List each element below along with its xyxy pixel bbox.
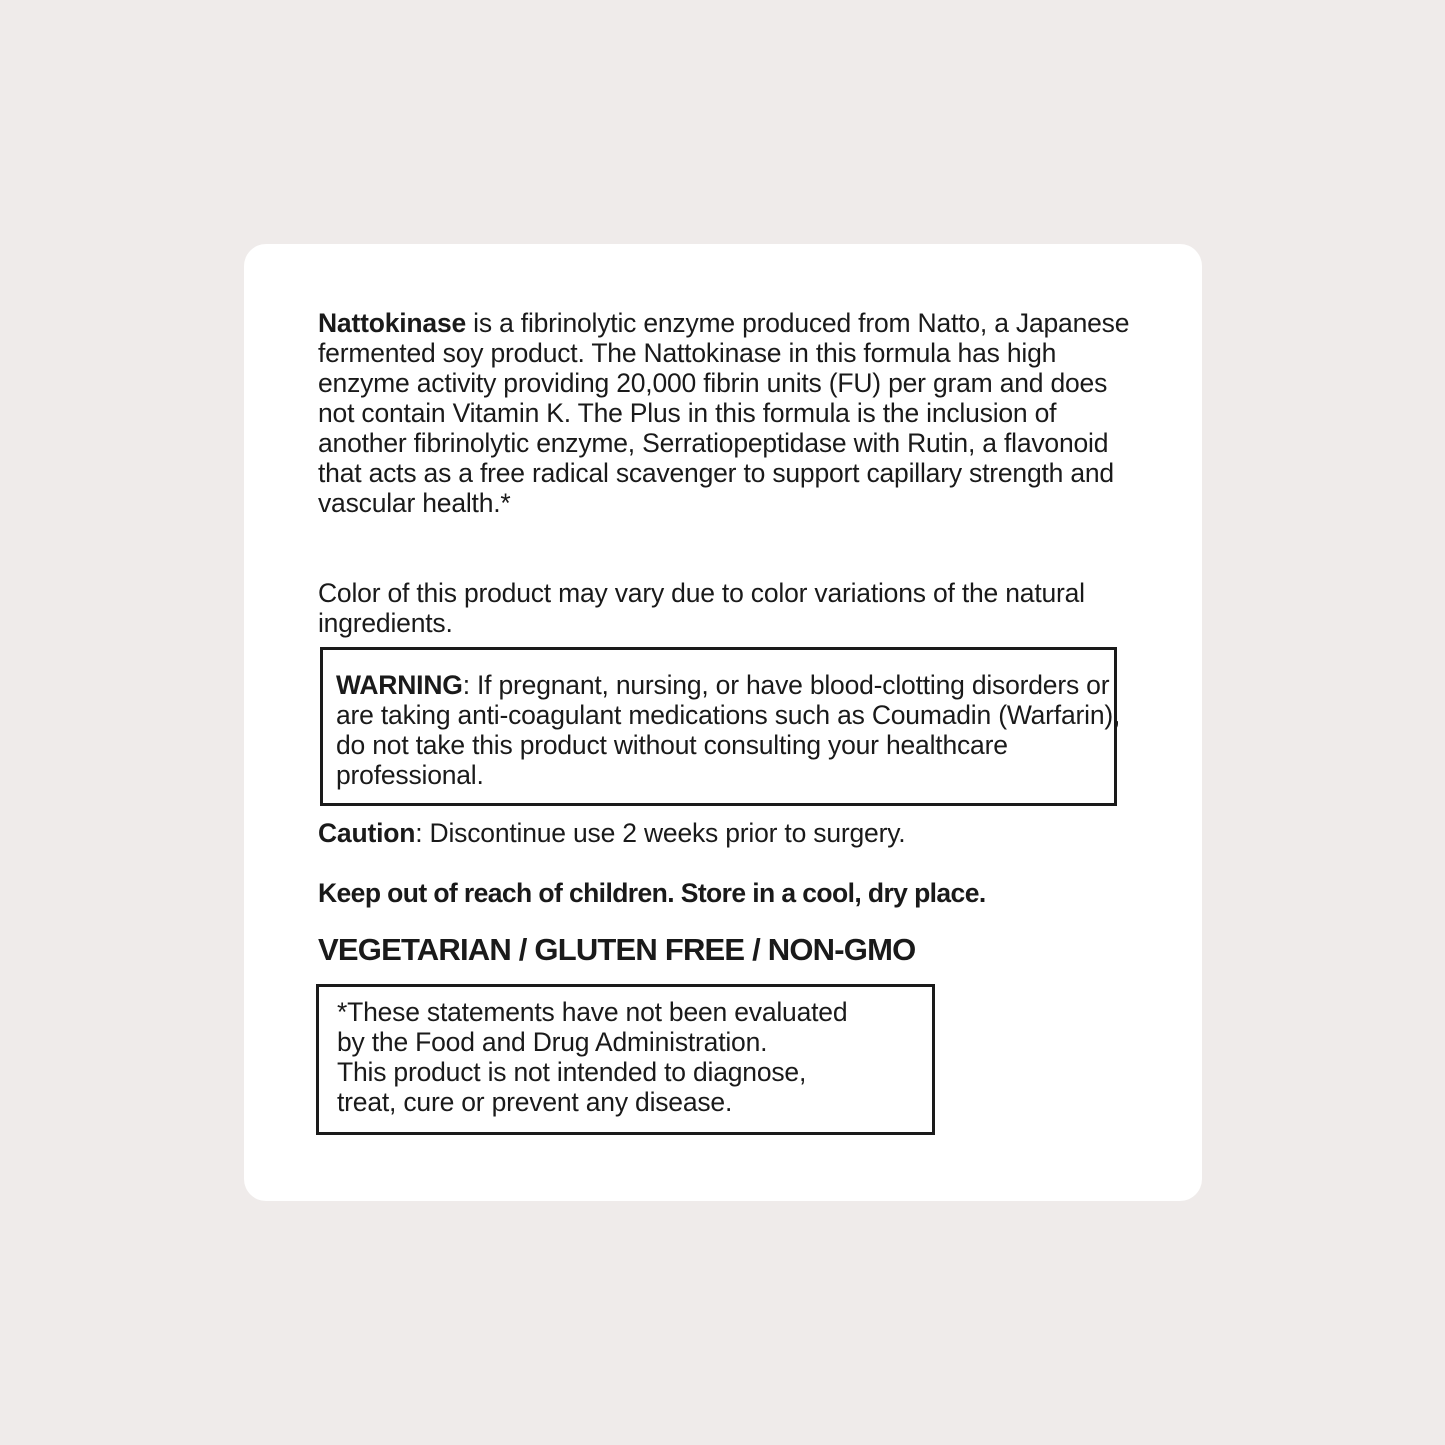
disclaimer-line: This product is not intended to diagnose, <box>337 1057 807 1087</box>
warning-box <box>320 647 1121 806</box>
disclaimer-line: *These statements have not been evaluated <box>337 997 848 1027</box>
fda-disclaimer-text <box>337 997 927 1117</box>
product-name: Nattokinase <box>318 308 467 338</box>
description-text: is a fibrinolytic enzyme produced from Natto, a Japanese fermented soy product. The Nattokinase in this formula has high enzyme activity providing 20,000 fibrin units (FU) per gram and does not contain Vitamin K. The Plus in this formula is the inclusion of another fibrinolytic enzyme, Serratiopeptidase with Rutin, a flavonoid that acts as a free radical scavenger to support capillary strength and vascular health.* <box>318 308 1130 518</box>
caution-label: Caution <box>318 818 416 848</box>
caution-note <box>318 818 1148 848</box>
storage-instructions: Keep out of reach of children. Store in a cool, dry place. <box>318 878 986 908</box>
dietary-claims: VEGETARIAN / GLUTEN FREE / NON-GMO <box>318 932 916 967</box>
fda-disclaimer-box <box>316 984 935 1135</box>
warning-text <box>336 670 1126 790</box>
warning-label: WARNING <box>336 670 463 700</box>
disclaimer-line: by the Food and Drug Administration. <box>337 1027 768 1057</box>
caution-body: : Discontinue use 2 weeks prior to surgery. <box>415 818 906 848</box>
product-description <box>318 308 1148 518</box>
disclaimer-line: treat, cure or prevent any disease. <box>337 1087 733 1117</box>
color-variation-note: Color of this product may vary due to color variations of the natural ingredients. <box>318 578 1085 638</box>
warning-body: : If pregnant, nursing, or have blood-clotting disorders or are taking anti-coagulant medications such as Coumadin (Warfarin), do not take this product without consulting your healthcare professional. <box>336 670 1121 790</box>
